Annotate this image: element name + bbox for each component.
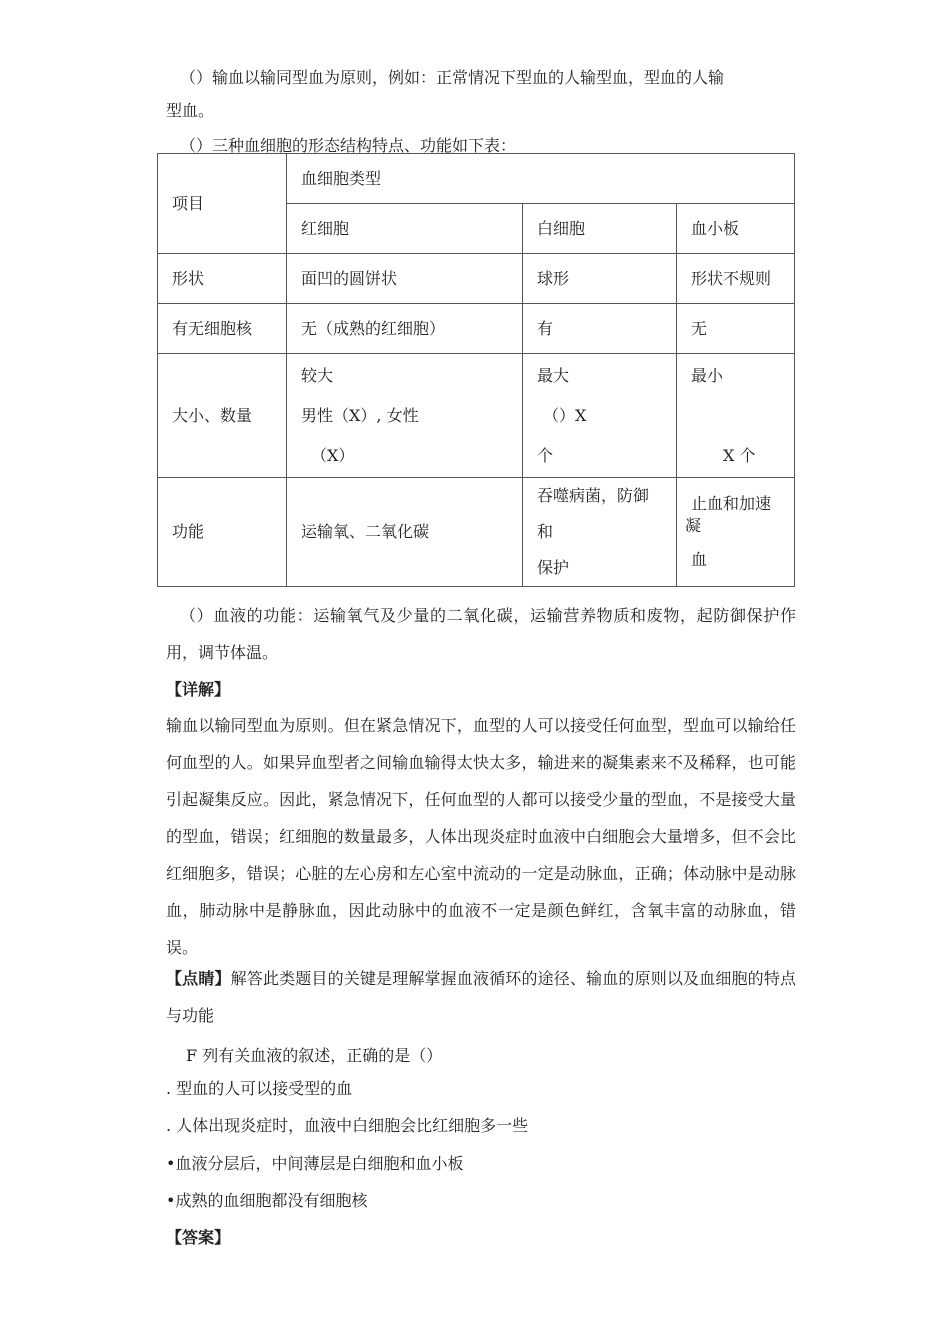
row-label: 功能 xyxy=(158,478,287,587)
table-row xyxy=(158,478,795,587)
cell-platelet: 形状不规则 xyxy=(677,254,795,304)
cell-platelet: 无 xyxy=(677,304,795,354)
blood-cell-table xyxy=(157,153,795,587)
table-row xyxy=(158,254,795,304)
cell-wbc: 有 xyxy=(523,304,677,354)
cell-line: 止血和加速 xyxy=(691,494,772,513)
cell-line: 吞噬病菌，防御和 xyxy=(537,486,650,541)
column-header-platelet: 血小板 xyxy=(677,204,795,254)
comment-paragraph xyxy=(166,960,796,1034)
function-paragraph: （）血液的功能：运输氧气及少量的二氧化碳，运输营养物质和废物，起防御保护作用，调节体温。 xyxy=(166,606,796,662)
question-option: •血液分层后，中间薄层是白细胞和血小板 xyxy=(166,1154,464,1173)
comment-body: 解答此类题目的关键是理解掌握血液循环的途径、输血的原则以及血细胞的特点与功能 xyxy=(166,969,796,1025)
row-label: 大小、数量 xyxy=(158,354,287,478)
detail-paragraph: 输血以输同型血为原则。但在紧急情况下，血型的人可以接受任何血型，型血可以输给任何血型的人。如果异血型者之间输血输得太快太多，输进来的凝集素来不及稀释，也可能引起凝集反应。因此，紧急情况下，任何血型的人都可以接受少量的型血，不是接受大量的型血，错误；红细胞的数量最多，人体出现炎症时血液中白细胞会大量增多，但不会比红细胞多，错误；心脏的左心房和左心室中流动的一定是动脉血，正确；体动脉中是动脉血，肺动脉中是静脉血，因此动脉中的血液不一定是颜色鲜红，含氧丰富的动脉血，错误。 xyxy=(166,716,796,957)
column-header-wbc: 白细胞 xyxy=(523,204,677,254)
question-option: . 型血的人可以接受型的血 xyxy=(166,1079,353,1098)
table-row xyxy=(158,354,795,478)
cell-line: 男性（X）, 女性 xyxy=(301,405,419,425)
question-stem: F 列有关血液的叙述，正确的是（） xyxy=(186,1046,443,1065)
row-label: 形状 xyxy=(158,254,287,304)
cell-line: 血 xyxy=(691,550,708,569)
cell-wbc xyxy=(523,354,677,478)
detail-heading xyxy=(166,680,230,700)
cell-line: 较大 xyxy=(301,365,334,385)
cell-platelet xyxy=(677,354,795,478)
cell-line: 个 xyxy=(537,445,554,465)
cell-line: X 个 xyxy=(723,445,756,465)
answer-heading xyxy=(166,1228,230,1248)
cell-rbc: 无（成熟的红细胞） xyxy=(287,304,523,354)
cell-wbc: 球形 xyxy=(523,254,677,304)
cell-line: 凝 xyxy=(685,516,702,535)
question-option: •成熟的血细胞都没有细胞核 xyxy=(166,1191,368,1210)
cell-rbc xyxy=(287,354,523,478)
detail-heading-text: 【详解】 xyxy=(166,680,231,699)
cell-line: （）X xyxy=(543,405,587,425)
comment-heading: 【点睛】 xyxy=(166,969,231,988)
cell-platelet xyxy=(677,478,795,587)
question-option: . 人体出现炎症时，血液中白细胞会比红细胞多一些 xyxy=(166,1116,529,1135)
table-row xyxy=(158,304,795,354)
intro-line-3: （）三种血细胞的形态结构特点、功能如下表： xyxy=(180,136,517,155)
row-label: 有无细胞核 xyxy=(158,304,287,354)
cell-line: 保护 xyxy=(537,558,570,577)
answer-heading-text: 【答案】 xyxy=(166,1228,231,1247)
header-item-cell: 项目 xyxy=(158,154,287,254)
intro-line-1: （）输血以输同型血为原则，例如：正常情况下型血的人输型血，型血的人输 xyxy=(180,68,725,87)
cell-line: 最小 xyxy=(691,365,724,385)
cell-line: （X） xyxy=(311,445,355,465)
cell-line: 最大 xyxy=(537,365,570,385)
cell-rbc: 面凹的圆饼状 xyxy=(287,254,523,304)
intro-line-2: 型血。 xyxy=(166,101,215,120)
cell-rbc: 运输氧、二氧化碳 xyxy=(287,478,523,587)
cell-wbc xyxy=(523,478,677,587)
column-header-rbc: 红细胞 xyxy=(287,204,523,254)
header-group-cell: 血细胞类型 xyxy=(287,154,795,204)
